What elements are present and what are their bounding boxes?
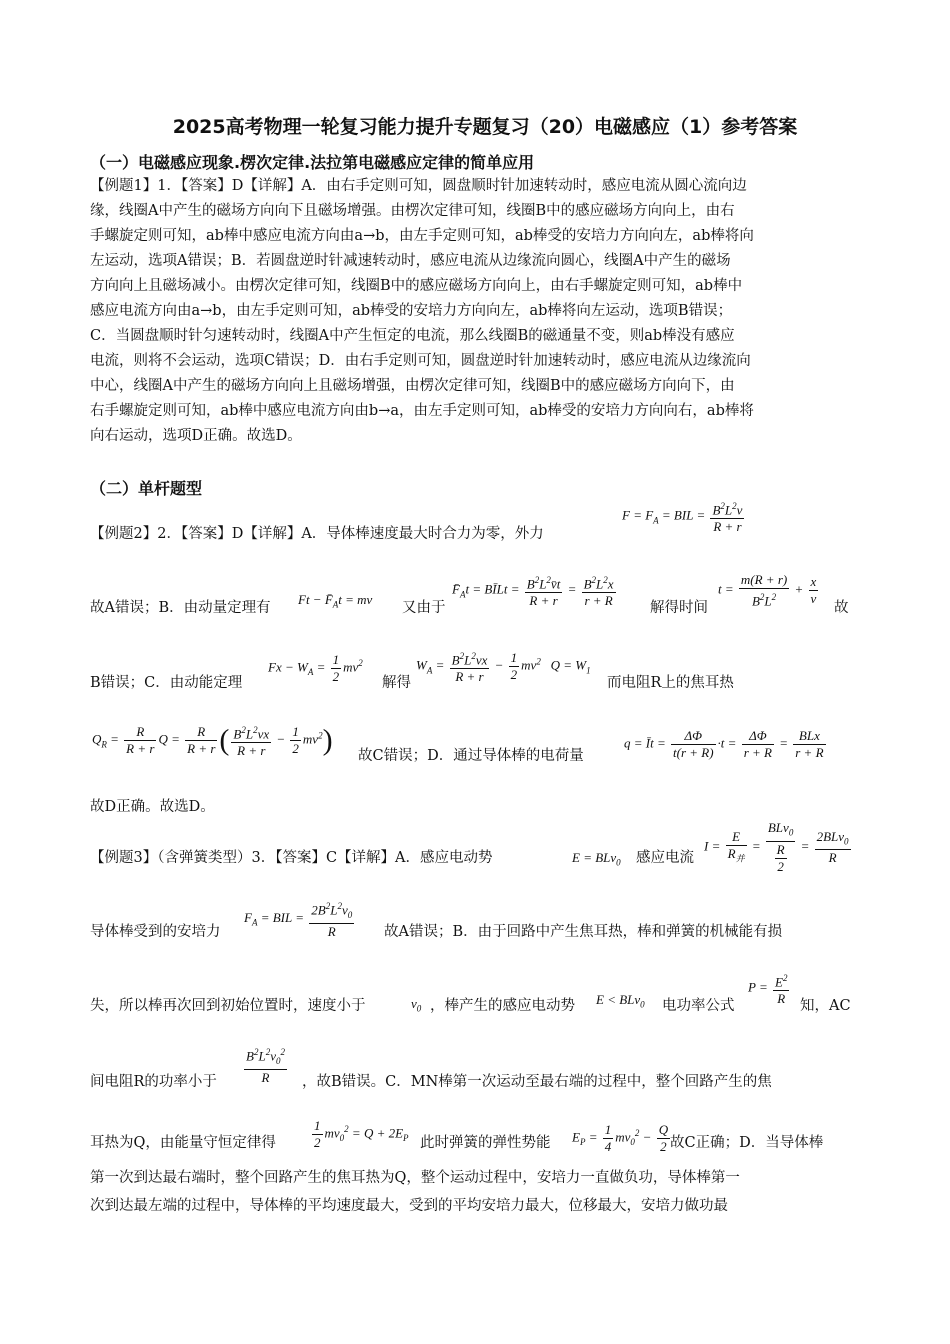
formula-average-force: $F̄_At$ = BĪLt = $\frac{B^2L^2v̄t}{R + r}$ = $\frac{B^2L^2x}{r + R}$ bbox=[452, 572, 618, 609]
formula-emf: E = BLv$_0$ bbox=[572, 850, 621, 868]
text-line: 而电阻R上的焦耳热 bbox=[607, 675, 734, 691]
text-line: 知，AC bbox=[800, 998, 851, 1014]
text-line: 故A错误；B．由于回路中产生焦耳热，棒和弹簧的机械能有损 bbox=[384, 924, 783, 940]
text-line: 故 bbox=[834, 600, 849, 616]
section-heading-2: （二）单杆题型 bbox=[90, 479, 203, 498]
text-line: 间电阻R的功率小于 bbox=[90, 1074, 217, 1090]
formula-power-bound: $\frac{B^2L^2v_0^2}{R}$ bbox=[242, 1044, 289, 1086]
text-line: 中心，线圈A中产生的磁场方向向上且磁场增强，由楞次定律可知，线圈B中的感应磁场方向向下，由 bbox=[90, 378, 735, 394]
text-line: 感应电流方向由a→b，由左手定则可知，ab棒受的安培力方向向左，ab棒将向左运动，选项B错误； bbox=[90, 303, 733, 319]
formula-charge: q = Īt = $\frac{\Delta\Phi}{t(r + R)}$ ·t = $\frac{\Delta\Phi}{r + R}$ = BLx r + R bbox=[624, 728, 824, 760]
formula-power: P = $\frac{E^2}{R}$ bbox=[748, 970, 791, 1007]
text-line: 故C正确；D．当导体棒 bbox=[670, 1135, 824, 1151]
section-heading-1: （一）电磁感应现象.楞次定律.法拉第电磁感应定律的简单应用 bbox=[90, 153, 535, 172]
text-line: 又由于 bbox=[402, 600, 446, 616]
text-line: 耳热为Q，由能量守恒定律得 bbox=[90, 1135, 276, 1151]
formula-joule-heat: $Q_R$ = $\frac{R}{R + r}$ Q = $\frac{R}{R + r}$ ( $\frac{B^2L^2vx}{R + r}$ − $\frac{1}{2}$ $mv^2$) bbox=[92, 723, 333, 759]
text-line: ，故B错误。C．MN棒第一次运动至最右端的过程中，整个回路产生的焦 bbox=[302, 1074, 772, 1090]
text-line: 向右运动，选项D正确。故选D。 bbox=[90, 428, 302, 444]
text-line: 失，所以棒再次回到初始位置时，速度小于 bbox=[90, 998, 366, 1014]
formula-emf-less: E < BLv$_0$ bbox=[596, 992, 645, 1010]
formula-work-solved: $W_A$ = $\frac{B^2L^2vx}{R + r}$ − $\frac{1}{2}$ $mv^2$ $Q = W_1$ bbox=[416, 648, 591, 685]
formula-force: $F = F_A$ = BIL = $\frac{B^2L^2v}{R + r}$ bbox=[622, 498, 746, 535]
text-line: 感应电流 bbox=[636, 850, 694, 866]
text-line: 故C错误；D．通过导体棒的电荷量 bbox=[358, 748, 584, 764]
formula-work-energy: $Fx - W_A$ = $\frac{1}{2}$ $mv^2$ bbox=[268, 652, 363, 684]
formula-current: I = E $R_并$ = BLv$_0$ $\frac{R}{2}$ = 2BLv$_0$ R bbox=[704, 820, 849, 874]
symbol-v0: $v_0$ bbox=[411, 996, 422, 1014]
text-line: 电流，则将不会运动，选项C错误；D．由右手定则可知，圆盘逆时针加速转动时，感应电流从边缘流向 bbox=[90, 353, 751, 369]
text-line: 手螺旋定则可知，ab棒中感应电流方向由a→b，由左手定则可知，ab棒受的安培力方向向左，ab棒将向 bbox=[90, 228, 754, 244]
text-line: 导体棒受到的安培力 bbox=[90, 924, 221, 940]
text-line: 第一次到达最右端时，整个回路产生的焦耳热为Q，整个运动过程中，安培力一直做负功，导体棒第一 bbox=[90, 1170, 740, 1186]
formula-ampere-force: $F_A$ = BIL = $\frac{2B^2L^2v_0}{R}$ bbox=[244, 898, 356, 940]
page-title: 2025高考物理一轮复习能力提升专题复习（20）电磁感应（1）参考答案 bbox=[172, 116, 798, 138]
text-line: 故A错误；B．由动量定理有 bbox=[90, 600, 271, 616]
text-line: 此时弹簧的弹性势能 bbox=[420, 1135, 551, 1151]
text-line: 左运动，选项A错误；B．若圆盘逆时针减速转动时，感应电流从边缘流向圆心，线圈A中产生的磁场 bbox=[90, 253, 731, 269]
text-line: C．当圆盘顺时针匀速转动时，线圈A中产生恒定的电流，那么线圈B的磁通量不变，则ab棒没有感应 bbox=[90, 328, 735, 344]
text-line: B错误；C．由动能定理 bbox=[90, 675, 243, 691]
text-line: 解得时间 bbox=[650, 600, 708, 616]
formula-impulse: $Ft - F̄_At$ = mv bbox=[298, 592, 373, 610]
text-line: 【例题2】2．【答案】D【详解】A．导体棒速度最大时合力为零，外力 bbox=[90, 526, 544, 542]
text-line: ，棒产生的感应电动势 bbox=[430, 998, 575, 1014]
text-line: 右手螺旋定则可知，ab棒中感应电流方向由b→a，由左手定则可知，ab棒受的安培力方向向右，ab棒将 bbox=[90, 403, 754, 419]
text-line: 方向向上且磁场减小。由楞次定律可知，线圈B中的感应磁场方向向上，由右手螺旋定则可知，ab棒中 bbox=[90, 278, 743, 294]
text-line: 解得 bbox=[382, 675, 411, 691]
formula-time: t = $\frac{m(R + r)}{B^2L^2}$ + $\frac{x}{v}$ bbox=[718, 572, 817, 609]
formula-energy-conservation: $\frac{1}{2}$ $mv_0^2 = Q + 2E_P$ bbox=[314, 1118, 409, 1150]
text-line: 次到达最左端的过程中，导体棒的平均速度最大，受到的平均安培力最大，位移最大，安培力做功最 bbox=[90, 1198, 728, 1214]
text-line: 【例题3】（含弹簧类型）3．【答案】C【详解】A．感应电动势 bbox=[90, 850, 493, 866]
text-line: 缘，线圈A中产生的磁场方向向下且磁场增强。由楞次定律可知，线圈B中的感应磁场方向向上，由右 bbox=[90, 203, 735, 219]
formula-elastic-energy: $E_P$ = $\frac{1}{4}$ $mv_0^2$ − $\frac{Q}{2}$ bbox=[572, 1122, 669, 1154]
text-line: 故D正确。故选D。 bbox=[90, 799, 215, 815]
text-line: 【例题1】1．【答案】D【详解】A．由右手定则可知，圆盘顺时针加速转动时，感应电流从圆心流向边 bbox=[90, 178, 747, 194]
text-line: 电功率公式 bbox=[662, 998, 735, 1014]
